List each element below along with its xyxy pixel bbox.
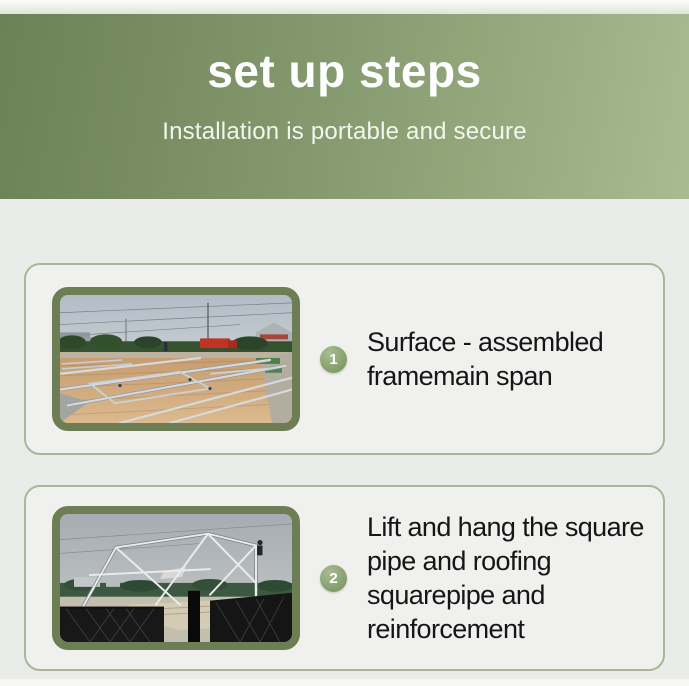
caption-line: squarepipe and <box>367 580 545 610</box>
caption-line: Surface - assembled <box>367 327 604 357</box>
caption-line: reinforcement <box>367 614 525 644</box>
step1-caption <box>367 325 603 393</box>
steps-content-area <box>0 199 689 679</box>
step-number-badge-2: 2 <box>320 565 347 592</box>
page-title: set up steps <box>207 45 482 97</box>
step-card-1 <box>24 263 665 455</box>
step1-photo <box>60 295 292 423</box>
step-card-2 <box>24 485 665 671</box>
step2-photo-frame <box>52 506 300 650</box>
page-subtitle: Installation is portable and secure <box>162 118 527 145</box>
step1-photo-frame <box>52 287 300 431</box>
caption-line: Lift and hang the square <box>367 512 644 542</box>
header-banner <box>0 14 689 199</box>
bottom-divider-strip <box>0 679 689 686</box>
caption-line: pipe and roofing <box>367 546 552 576</box>
step-number-badge-1: 1 <box>320 346 347 373</box>
step2-caption <box>367 510 644 646</box>
step2-photo <box>60 514 292 642</box>
caption-line: framemain span <box>367 361 553 391</box>
top-divider-strip <box>0 0 689 14</box>
